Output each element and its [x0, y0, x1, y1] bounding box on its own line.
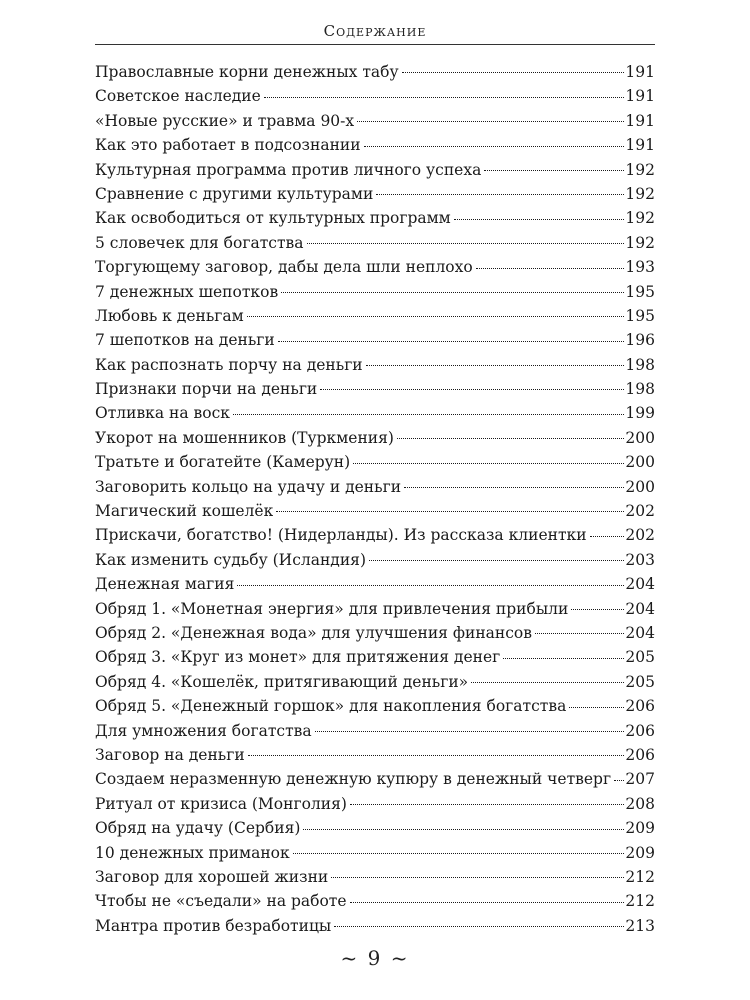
- dot-leader: [614, 780, 624, 781]
- toc-entry-title: Создаем неразменную денежную купюру в денежный четверг: [95, 770, 612, 789]
- toc-entry-page: 192: [625, 209, 655, 228]
- toc-entry-page: 196: [625, 331, 655, 350]
- toc-entry-page: 192: [625, 233, 655, 252]
- dot-leader: [366, 365, 625, 366]
- toc-entry-title: Обряд 4. «Кошелёк, притягивающий деньги»: [95, 672, 469, 691]
- toc-entry: [95, 865, 655, 889]
- toc-entry-title: Как изменить судьбу (Исландия): [95, 550, 366, 569]
- toc-entry-page: 200: [625, 477, 655, 496]
- toc-entry-page: 205: [625, 672, 655, 691]
- dot-leader: [264, 97, 625, 98]
- toc-entry-page: 191: [625, 136, 655, 155]
- toc-entry: [95, 597, 655, 621]
- toc-entry: [95, 670, 655, 694]
- dot-leader: [454, 219, 625, 220]
- toc-entry-title: Признаки порчи на деньги: [95, 380, 318, 399]
- toc-entry-page: 209: [625, 819, 655, 838]
- toc-entry-page: 207: [625, 770, 655, 789]
- toc-entry: [95, 377, 655, 401]
- toc-entry: [95, 548, 655, 572]
- toc-entry: [95, 792, 655, 816]
- toc-entry-page: 199: [625, 404, 655, 423]
- toc-entry-title: Магический кошелёк: [95, 502, 274, 521]
- header-rule: [95, 44, 655, 45]
- toc-entry: [95, 523, 655, 547]
- toc-entry-title: Чтобы не «съедали» на работе: [95, 892, 347, 911]
- dot-leader: [276, 511, 624, 512]
- toc-entry-title: Денежная магия: [95, 575, 235, 594]
- page-number: ~ 9 ~: [340, 946, 410, 970]
- toc-entry: [95, 621, 655, 645]
- toc-entry-page: 198: [625, 380, 655, 399]
- toc-entry-page: 206: [625, 697, 655, 716]
- toc-entry-page: 198: [625, 355, 655, 374]
- toc-entry-page: 191: [625, 63, 655, 81]
- dot-leader: [590, 536, 625, 537]
- dot-leader: [303, 829, 624, 830]
- toc-entry: [95, 889, 655, 913]
- toc-entry: [95, 816, 655, 840]
- toc-entry: [95, 743, 655, 767]
- dot-leader: [503, 658, 624, 659]
- toc-entry-title: 7 шепотков на деньги: [95, 331, 275, 350]
- toc-entry: [95, 206, 655, 230]
- dot-leader: [350, 902, 625, 903]
- toc-entry-page: 195: [625, 282, 655, 301]
- toc-entry-title: Как освободиться от культурных программ: [95, 209, 451, 228]
- toc-entry-title: «Новые русские» и травма 90-х: [95, 111, 355, 130]
- toc-entry-title: 5 словечек для богатства: [95, 233, 304, 252]
- dot-leader: [357, 121, 624, 122]
- toc-entry-title: Обряд 5. «Денежный горшок» для накопления богатства: [95, 697, 567, 716]
- toc-entry-page: 213: [625, 916, 655, 935]
- toc-entry: [95, 767, 655, 791]
- toc-entry-page: 202: [625, 526, 655, 545]
- toc-entry-title: Как распознать порчу на деньги: [95, 355, 363, 374]
- toc-entry: [95, 719, 655, 743]
- toc-entry-title: Обряд 1. «Монетная энергия» для привлечения прибыли: [95, 599, 569, 618]
- toc-entry-title: Для умножения богатства: [95, 721, 312, 740]
- toc-entry-page: 200: [625, 453, 655, 472]
- toc-entry-page: 206: [625, 721, 655, 740]
- toc-entry-title: Как это работает в подсознании: [95, 136, 361, 155]
- toc-entry-page: 191: [625, 87, 655, 106]
- dot-leader: [248, 755, 625, 756]
- toc-entry: [95, 572, 655, 596]
- toc-entry-title: Ритуал от кризиса (Монголия): [95, 794, 347, 813]
- toc-entry-page: 204: [625, 599, 655, 618]
- dot-leader: [484, 170, 624, 171]
- toc-entry: [95, 60, 655, 84]
- toc-entry: [95, 182, 655, 206]
- toc-entry-page: 192: [625, 160, 655, 179]
- toc-entry: [95, 645, 655, 669]
- toc-entry-page: 204: [625, 575, 655, 594]
- toc-entry-page: 200: [625, 428, 655, 447]
- toc-entry-title: Заговор для хорошей жизни: [95, 867, 329, 886]
- toc-entry: [95, 353, 655, 377]
- toc-entry: [95, 280, 655, 304]
- toc-entry-page: 203: [625, 550, 655, 569]
- toc-entry-title: Мантра против безработицы: [95, 916, 332, 935]
- toc-entry-title: Обряд 3. «Круг из монет» для притяжения денег: [95, 648, 501, 667]
- dot-leader: [315, 731, 625, 732]
- dot-leader: [334, 926, 624, 927]
- toc-entry-title: Культурная программа против личного успеха: [95, 160, 482, 179]
- toc-entry: [95, 426, 655, 450]
- toc-entry: [95, 158, 655, 182]
- running-header-title: Содержание: [323, 22, 427, 40]
- toc-entry-page: 191: [625, 111, 655, 130]
- toc-entry: [95, 328, 655, 352]
- toc-entry-page: 204: [625, 623, 655, 642]
- toc-entry-page: 195: [625, 306, 655, 325]
- toc-entry: [95, 109, 655, 133]
- dot-leader: [535, 633, 624, 634]
- dot-leader: [233, 414, 624, 415]
- dot-leader: [364, 146, 625, 147]
- toc-entry: [95, 304, 655, 328]
- dot-leader: [320, 389, 624, 390]
- toc-entry-title: Отливка на воск: [95, 404, 230, 423]
- toc-entry-page: 209: [625, 843, 655, 862]
- dot-leader: [402, 72, 625, 73]
- dot-leader: [376, 194, 624, 195]
- toc-entry-title: Заговорить кольцо на удачу и деньги: [95, 477, 402, 496]
- dot-leader: [237, 585, 624, 586]
- toc-entry: [95, 84, 655, 108]
- toc-entry-title: 10 денежных приманок: [95, 843, 290, 862]
- toc-entry: [95, 841, 655, 865]
- toc-entry: [95, 694, 655, 718]
- dot-leader: [281, 292, 624, 293]
- dot-leader: [293, 853, 625, 854]
- toc-entry-page: 212: [625, 892, 655, 911]
- toc-entry-title: Любовь к деньгам: [95, 306, 244, 325]
- toc-entry-page: 202: [625, 502, 655, 521]
- toc-entry-page: 206: [625, 745, 655, 764]
- toc-entry: [95, 255, 655, 279]
- toc-entry-title: Обряд 2. «Денежная вода» для улучшения финансов: [95, 623, 532, 642]
- toc-entry-title: Сравнение с другими культурами: [95, 184, 374, 203]
- dot-leader: [350, 804, 624, 805]
- toc-entry-page: 205: [625, 648, 655, 667]
- dot-leader: [571, 609, 624, 610]
- toc-entry-title: Тратьте и богатейте (Камерун): [95, 453, 351, 472]
- toc-entry-page: 193: [625, 258, 655, 277]
- dot-leader: [331, 877, 624, 878]
- dot-leader: [569, 707, 624, 708]
- toc-entry-title: Укорот на мошенников (Туркмения): [95, 428, 394, 447]
- toc-entry-title: Советское наследие: [95, 87, 261, 106]
- dot-leader: [397, 438, 624, 439]
- toc-entry: [95, 231, 655, 255]
- toc-entry: [95, 133, 655, 157]
- dot-leader: [369, 560, 624, 561]
- toc-entry-title: Прискачи, богатство! (Нидерланды). Из рассказа клиентки: [95, 526, 587, 545]
- toc-entry-title: Торгующему заговор, дабы дела шли неплохо: [95, 258, 473, 277]
- toc-entry: [95, 914, 655, 938]
- toc-entry: [95, 401, 655, 425]
- dot-leader: [247, 316, 625, 317]
- dot-leader: [353, 463, 624, 464]
- toc-entry-page: 208: [625, 794, 655, 813]
- table-of-contents: [95, 60, 655, 938]
- dot-leader: [278, 341, 625, 342]
- toc-entry-page: 192: [625, 184, 655, 203]
- toc-entry-title: Обряд на удачу (Сербия): [95, 819, 301, 838]
- toc-entry-title: Православные корни денежных табу: [95, 63, 399, 81]
- dot-leader: [307, 243, 625, 244]
- toc-entry-page: 212: [625, 867, 655, 886]
- dot-leader: [404, 487, 624, 488]
- dot-leader: [471, 682, 624, 683]
- toc-entry: [95, 450, 655, 474]
- toc-entry-title: 7 денежных шепотков: [95, 282, 279, 301]
- toc-entry: [95, 499, 655, 523]
- dot-leader: [476, 268, 625, 269]
- toc-entry-title: Заговор на деньги: [95, 745, 245, 764]
- toc-entry: [95, 475, 655, 499]
